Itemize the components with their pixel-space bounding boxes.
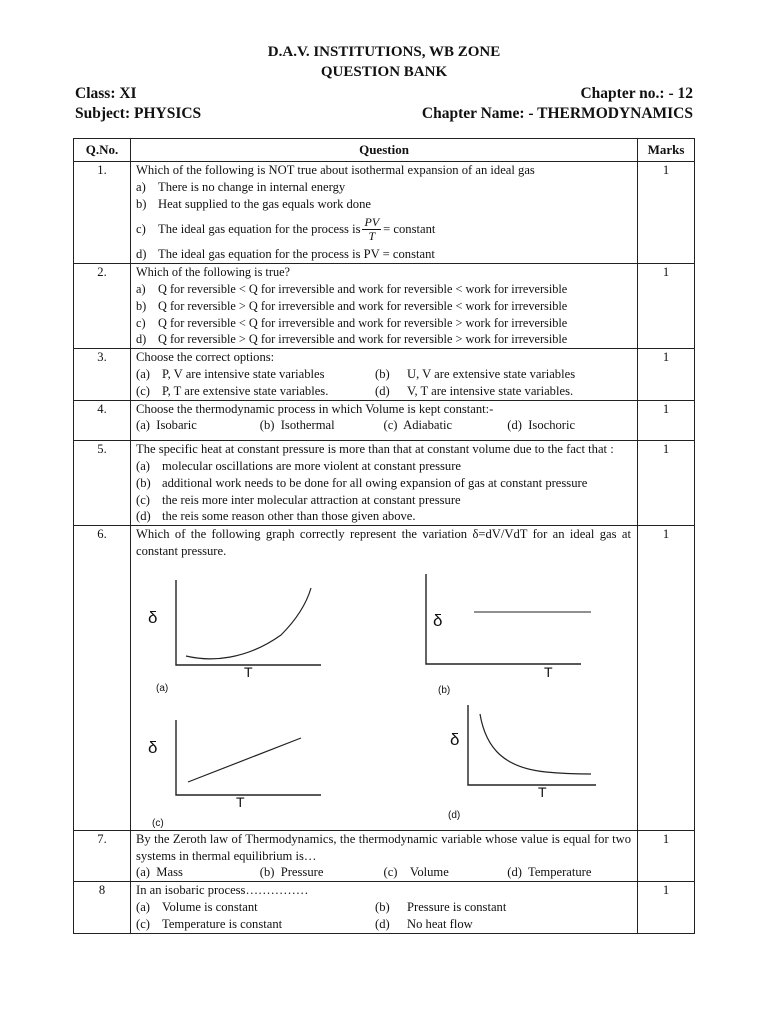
option: c) The ideal gas equation for the process is $\frac{PV}{T}$ = constant bbox=[136, 214, 436, 243]
chapter-no: Chapter no.: - 12 bbox=[580, 85, 693, 102]
class-label: Class: XI bbox=[75, 85, 137, 102]
question-number: 4. bbox=[74, 400, 131, 441]
option: (d) Temperature bbox=[507, 865, 592, 880]
question-text: Which of the following is true? bbox=[136, 265, 291, 280]
graph-d-y-label: δ bbox=[450, 729, 460, 749]
option: (a) Volume is constant bbox=[136, 899, 258, 914]
graph-figure bbox=[136, 560, 636, 830]
question-row bbox=[74, 526, 695, 831]
option: (b) Pressure bbox=[259, 865, 324, 880]
graph-a-label: (a) bbox=[156, 682, 169, 694]
question-number: 7. bbox=[74, 830, 131, 881]
question-row bbox=[74, 264, 695, 349]
question-table bbox=[73, 138, 695, 934]
subject-label: Subject: PHYSICS bbox=[75, 105, 202, 122]
col-header-marks: Marks bbox=[638, 139, 695, 162]
graph-c-x-label: T bbox=[236, 793, 245, 810]
option: (c) P, T are extensive state variables. bbox=[136, 383, 329, 398]
option: (b) Pressure is constant bbox=[375, 899, 507, 914]
graph-a-y-label: δ bbox=[148, 607, 158, 627]
question-row bbox=[74, 882, 695, 933]
graph-a bbox=[176, 580, 321, 665]
question-text: Which of the following is NOT true about isothermal expansion of an ideal gas bbox=[136, 163, 535, 177]
option: (d) No heat flow bbox=[375, 916, 473, 931]
graph-c-label: (c) bbox=[152, 817, 164, 829]
graph-b-y-label: δ bbox=[433, 610, 443, 630]
question-marks: 1 bbox=[638, 526, 695, 831]
option: (d) Isochoric bbox=[507, 418, 576, 433]
question-marks: 1 bbox=[638, 264, 695, 349]
question-text: The specific heat at constant pressure is more than that at constant volume due to the fact that : bbox=[136, 442, 614, 457]
question-marks: 1 bbox=[638, 882, 695, 933]
option: (b) U, V are extensive state variables bbox=[375, 366, 576, 381]
question-number: 1. bbox=[74, 162, 131, 264]
option: (c) the reis more inter molecular attraction at constant pressure bbox=[136, 492, 461, 507]
option: (c) Volume bbox=[383, 865, 449, 880]
option: (a) Isobaric bbox=[136, 418, 197, 433]
question-text: In an isobaric process…………… bbox=[136, 883, 309, 898]
question-row bbox=[74, 830, 695, 881]
question-row bbox=[74, 400, 695, 441]
option: d) The ideal gas equation for the process is PV = constant bbox=[136, 247, 435, 262]
institution-title: D.A.V. INSTITUTIONS, WB ZONE bbox=[267, 44, 501, 60]
question-number: 2. bbox=[74, 264, 131, 349]
question-number: 8 bbox=[74, 882, 131, 933]
graph-d bbox=[468, 705, 596, 785]
question-text: Choose the correct options: bbox=[136, 350, 275, 365]
document-title: QUESTION BANK bbox=[320, 64, 448, 80]
option: (b) Isothermal bbox=[259, 418, 335, 433]
question-text: Which of the following graph correctly represent the variation δ=dV/VdT for an ideal gas at constant pressure. bbox=[136, 527, 631, 558]
graph-options bbox=[136, 560, 631, 830]
graph-b bbox=[426, 574, 591, 664]
option: b) Heat supplied to the gas equals work done bbox=[136, 196, 371, 211]
question-row bbox=[74, 349, 695, 400]
option: (a) P, V are intensive state variables bbox=[136, 366, 325, 381]
graph-b-label: (b) bbox=[438, 684, 451, 696]
question-text: Choose the thermodynamic process in which Volume is kept constant:- bbox=[136, 401, 494, 416]
pv-over-t-fraction: $\frac{PV}{T}$ bbox=[364, 214, 380, 243]
option: b) Q for reversible > Q for irreversible and work for reversible < work for irreversible bbox=[136, 298, 568, 313]
question-marks: 1 bbox=[638, 162, 695, 264]
option: (c) Temperature is constant bbox=[136, 916, 283, 931]
question-row bbox=[74, 441, 695, 526]
question-marks: 1 bbox=[638, 830, 695, 881]
option: (a) Mass bbox=[136, 865, 183, 880]
table-header-row bbox=[74, 139, 695, 162]
graph-d-label: (d) bbox=[448, 809, 461, 821]
col-header-qno: Q.No. bbox=[74, 139, 131, 162]
option: (b) additional work needs to be done for all owing expansion of gas at constant pressure bbox=[136, 475, 588, 490]
graph-b-x-label: T bbox=[544, 663, 553, 680]
graph-a-x-label: T bbox=[244, 663, 253, 680]
question-marks: 1 bbox=[638, 349, 695, 400]
option: (c) Adiabatic bbox=[383, 418, 453, 433]
question-number: 5. bbox=[74, 441, 131, 526]
option: d) Q for reversible > Q for irreversible and work for reversible > work for irreversible bbox=[136, 332, 568, 347]
chapter-name: Chapter Name: - THERMODYNAMICS bbox=[421, 105, 693, 122]
option: a) There is no change in internal energy bbox=[136, 179, 346, 194]
option: (d) the reis some reason other than those given above. bbox=[136, 509, 416, 524]
question-row bbox=[74, 162, 695, 264]
option: (a) molecular oscillations are more violent at constant pressure bbox=[136, 458, 462, 473]
question-number: 6. bbox=[74, 526, 131, 831]
graph-c bbox=[176, 720, 321, 795]
option: (d) V, T are intensive state variables. bbox=[375, 383, 574, 398]
graph-d-x-label: T bbox=[538, 783, 547, 800]
col-header-question: Question bbox=[131, 139, 638, 162]
graph-c-y-label: δ bbox=[148, 737, 158, 757]
question-marks: 1 bbox=[638, 400, 695, 441]
option: a) Q for reversible < Q for irreversible and work for reversible < work for irreversible bbox=[136, 281, 568, 296]
question-text: By the Zeroth law of Thermodynamics, the thermodynamic variable whose value is equal for two systems in thermal equilibrium is… bbox=[136, 831, 631, 863]
question-marks: 1 bbox=[638, 441, 695, 526]
option: c) Q for reversible < Q for irreversible and work for reversible > work for irreversible bbox=[136, 315, 568, 330]
question-number: 3. bbox=[74, 349, 131, 400]
